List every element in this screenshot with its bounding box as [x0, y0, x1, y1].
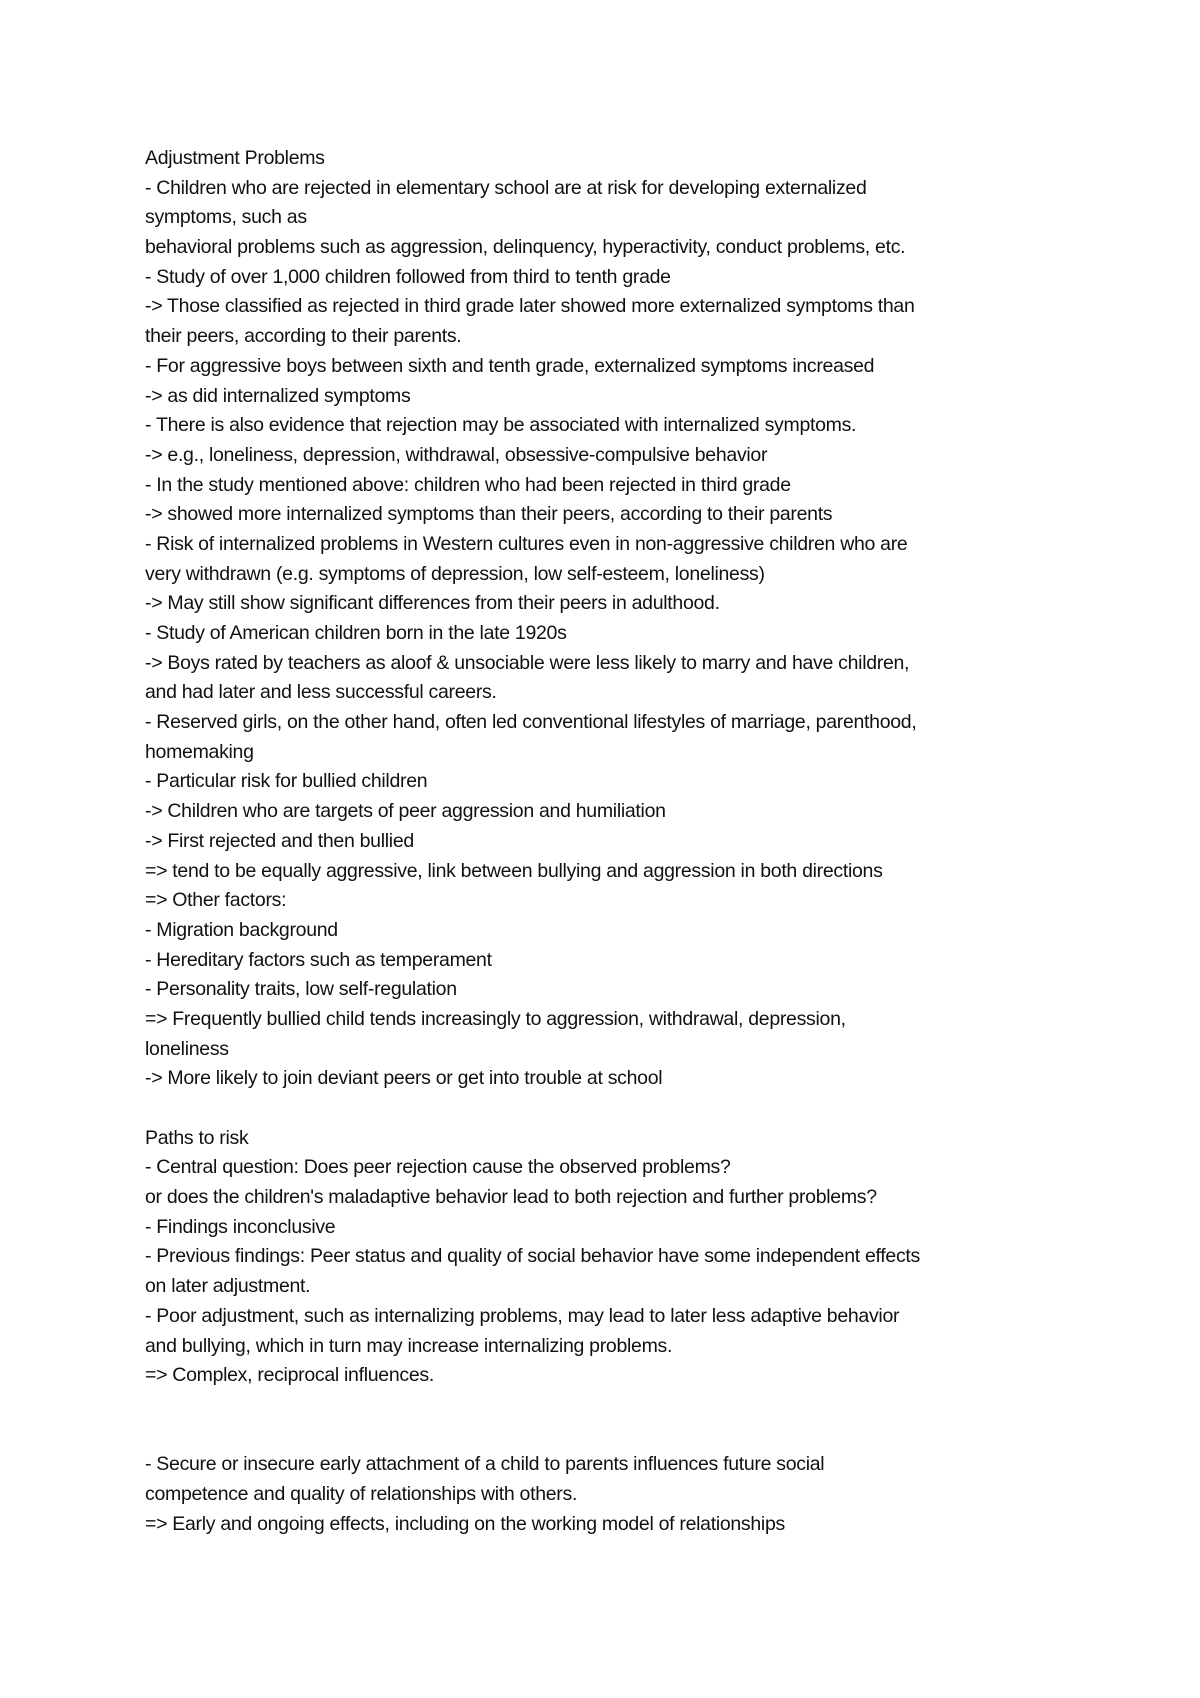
paragraph-spacer: [145, 1391, 1085, 1421]
text-line: => Early and ongoing effects, including on the working model of relationships: [145, 1512, 785, 1535]
text-line: very withdrawn (e.g. symptoms of depression, low self-esteem, loneliness): [145, 562, 765, 585]
text-line: -> Children who are targets of peer aggression and humiliation: [145, 800, 666, 823]
text-line: - Central question: Does peer rejection cause the observed problems?: [145, 1156, 731, 1179]
text-line: - Poor adjustment, such as internalizing problems, may lead to later less adaptive behavior: [145, 1304, 900, 1327]
text-line: - There is also evidence that rejection may be associated with internalized symptoms.: [145, 414, 857, 437]
text-line: -> Boys rated by teachers as aloof & unsociable were less likely to marry and have children,: [145, 651, 910, 674]
text-line: competence and quality of relationships with others.: [145, 1482, 578, 1505]
text-line: and bullying, which in turn may increase internalizing problems.: [145, 1334, 673, 1357]
text-line: symptoms, such as: [145, 206, 307, 229]
text-line: -> May still show significant differences from their peers in adulthood.: [145, 592, 720, 615]
paragraph-spacer: [145, 1421, 1085, 1451]
text-line: behavioral problems such as aggression, delinquency, hyperactivity, conduct problems, etc.: [145, 236, 906, 259]
text-line: -> e.g., loneliness, depression, withdrawal, obsessive-compulsive behavior: [145, 443, 768, 466]
text-line: or does the children's maladaptive behavior lead to both rejection and further problems?: [145, 1186, 877, 1209]
text-line: -> showed more internalized symptoms than their peers, according to their parents: [145, 503, 833, 526]
text-line: loneliness: [145, 1037, 229, 1060]
section-heading-adjustment-problems: Adjustment Problems: [145, 147, 325, 169]
text-line: => Complex, reciprocal influences.: [145, 1364, 434, 1387]
text-line: on later adjustment.: [145, 1275, 311, 1298]
text-line: - Risk of internalized problems in Western cultures even in non-aggressive children who are: [145, 532, 908, 555]
text-line: their peers, according to their parents.: [145, 325, 462, 348]
text-line: - For aggressive boys between sixth and tenth grade, externalized symptoms increased: [145, 354, 875, 377]
text-line: - Study of over 1,000 children followed from third to tenth grade: [145, 265, 671, 288]
section-heading-paths-to-risk: Paths to risk: [145, 1126, 249, 1149]
text-line: - Secure or insecure early attachment of a child to parents influences future social: [145, 1453, 825, 1476]
text-line: => Frequently bullied child tends increasingly to aggression, withdrawal, depression,: [145, 1007, 846, 1030]
text-line: homemaking: [145, 740, 254, 763]
text-line: - Previous findings: Peer status and quality of social behavior have some independent effects: [145, 1245, 920, 1268]
text-line: - Findings inconclusive: [145, 1215, 336, 1238]
text-line: - Study of American children born in the late 1920s: [145, 622, 567, 644]
text-line: -> as did internalized symptoms: [145, 384, 411, 407]
text-line: - Particular risk for bullied children: [145, 770, 428, 793]
text-line: - Migration background: [145, 918, 338, 941]
text-line: - Reserved girls, on the other hand, often led conventional lifestyles of marriage, parenthood,: [145, 711, 917, 734]
text-line: => tend to be equally aggressive, link between bullying and aggression in both directions: [145, 859, 883, 882]
text-line: => Other factors:: [145, 889, 287, 912]
paragraph-spacer: [145, 1094, 1085, 1124]
text-line: and had later and less successful careers.: [145, 681, 497, 704]
text-line: - Hereditary factors such as temperament: [145, 948, 492, 971]
text-line: -> First rejected and then bullied: [145, 829, 414, 852]
text-line: -> Those classified as rejected in third grade later showed more externalized symptoms than: [145, 295, 915, 318]
text-line: - Children who are rejected in elementary school are at risk for developing externalized: [145, 176, 867, 199]
text-line: - Personality traits, low self-regulation: [145, 978, 457, 1001]
document-body: [145, 144, 1085, 1539]
text-line: -> More likely to join deviant peers or get into trouble at school: [145, 1067, 663, 1090]
text-line: - In the study mentioned above: children who had been rejected in third grade: [145, 473, 791, 496]
